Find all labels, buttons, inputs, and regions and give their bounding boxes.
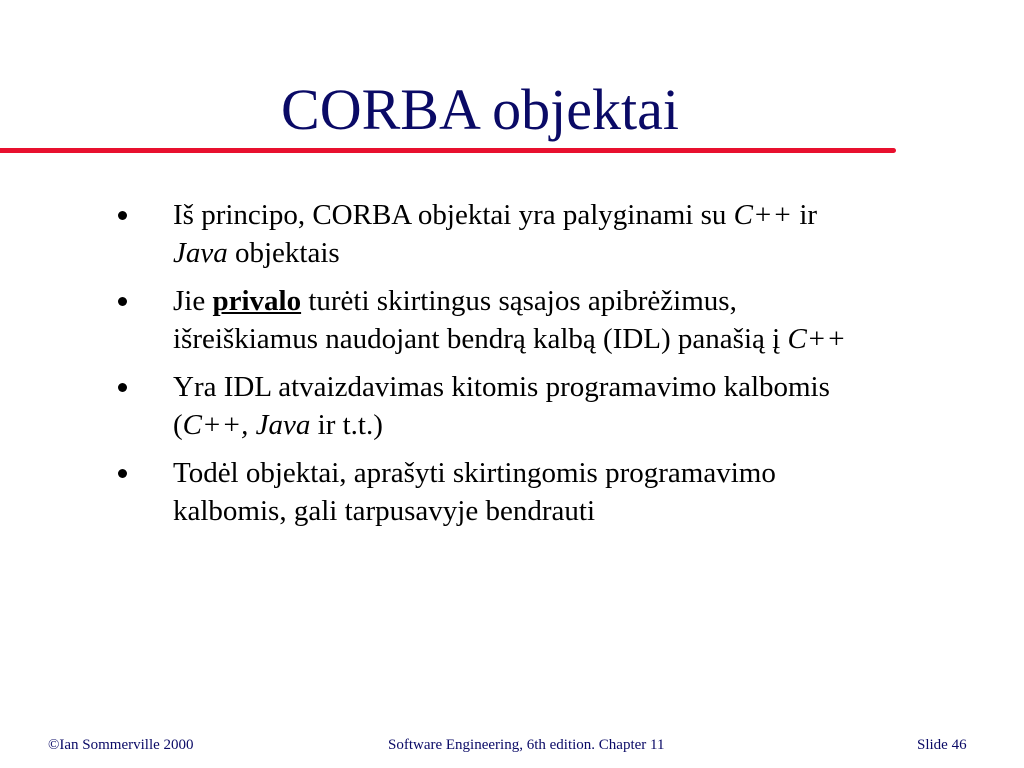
bullet-item-4 <box>118 454 978 530</box>
italic-term: C++ <box>733 199 793 231</box>
bullet-dot-icon <box>118 469 127 478</box>
bullet-1-line-2 <box>173 234 978 272</box>
slide-title: CORBA objektai <box>281 77 679 142</box>
bullet-3-line-2 <box>173 406 978 444</box>
text-segment: kalbomis, gali tarpusavyje bendrauti <box>173 495 596 527</box>
bullet-dot-icon <box>118 297 127 306</box>
emphasized-term: privalo <box>212 285 302 317</box>
text-segment: ir t.t.) <box>310 409 383 441</box>
italic-term: C++, Java <box>182 409 311 441</box>
bullet-4-line-1 <box>173 454 978 492</box>
footer-copyright: ©Ian Sommerville 2000 <box>48 737 194 753</box>
bullet-4-line-2 <box>173 492 978 530</box>
footer-slide-number: Slide 46 <box>917 737 967 753</box>
text-segment: objektais <box>227 237 340 269</box>
bullet-item-2 <box>118 282 978 358</box>
italic-term: C++ <box>787 323 846 355</box>
bullet-1-line-1 <box>173 196 978 234</box>
bullet-dot-icon <box>118 211 127 220</box>
text-segment: Iš principo, CORBA objektai yra palyginami su <box>173 199 734 231</box>
text-segment: ir <box>792 199 818 231</box>
text-segment: išreiškiamus naudojant bendrą kalbą (IDL) panašią į <box>173 323 788 355</box>
text-segment: Yra IDL atvaizdavimas kitomis programavimo kalbomis <box>173 371 830 403</box>
bullet-dot-icon <box>118 383 127 392</box>
italic-term: Java <box>173 237 228 269</box>
bullet-2-line-1 <box>173 282 978 320</box>
text-segment: turėti skirtingus sąsajos apibrėžimus, <box>301 285 737 317</box>
text-segment: ( <box>173 409 183 441</box>
bullet-list <box>118 196 978 540</box>
bullet-item-1 <box>118 196 978 272</box>
bullet-3-line-1 <box>173 368 978 406</box>
text-segment: Todėl objektai, aprašyti skirtingomis programavimo <box>173 457 776 489</box>
bullet-item-3 <box>118 368 978 444</box>
footer-book-title: Software Engineering, 6th edition. Chapter 11 <box>388 737 665 753</box>
bullet-2-line-2 <box>173 320 978 358</box>
title-underline-rule <box>0 148 896 153</box>
text-segment: Jie <box>173 285 213 317</box>
